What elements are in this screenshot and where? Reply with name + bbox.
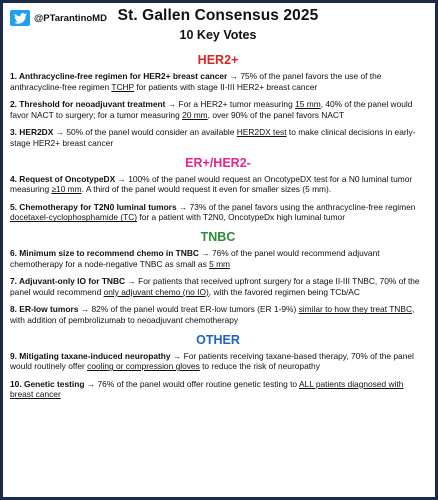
vote-5: 5. Chemotherapy for T2N0 luminal tumors → 73% of the panel favors using the anthracycline-free regimen docetaxel-cyclophosphamide (TC) for a patient with T2N0, OncotypeDx high luminal tumor — [10, 201, 416, 223]
arrow-icon: → — [86, 378, 98, 389]
vote-emphasis: 20 mm — [182, 109, 208, 120]
vote-10: 10. Genetic testing → 76% of the panel would offer routine genetic testing to ALL patients diagnosed with breast cancer — [10, 378, 404, 400]
vote-emphasis: only adjuvant chemo (no IO) — [103, 286, 209, 297]
arrow-icon: → — [55, 127, 67, 138]
vote-title: 3. HER2DX — [10, 127, 54, 138]
vote-title: 8. ER-low tumors — [10, 304, 79, 315]
arrow-icon: → — [127, 276, 139, 287]
page-subtitle: 10 Key Votes — [179, 28, 257, 42]
vote-emphasis: TCHP — [111, 81, 134, 92]
arrow-icon: → — [172, 350, 184, 361]
vote-8: 8. ER-low tumors → 82% of the panel would treat ER-low tumors (ER 1-9%) similar to how they treat TNBC, with addition of pembrolizumab to neoadjuvant chemotherapy — [10, 304, 415, 325]
vote-title: 1. Anthracycline-free regimen for HER2+ breast cancer — [10, 71, 228, 81]
vote-emphasis: cooling or compression gloves — [87, 361, 200, 372]
vote-9: 9. Mitigating taxane-induced neuropathy → For patients receiving taxane-based therapy, 70% of the panel would routinely offer cooling or compression gloves to reduce the risk of neuropathy — [10, 350, 414, 372]
vote-title: 10. Genetic testing — [10, 378, 85, 389]
vote-title: 7. Adjuvant-only IO for TNBC — [10, 276, 126, 287]
vote-3: 3. HER2DX → 50% of the panel would consider an available HER2DX test to make clinical decisions in early-stage HER2+ breast cancer — [10, 127, 416, 148]
vote-title: 9. Mitigating taxane-induced neuropathy — [10, 350, 171, 361]
vote-emphasis: ≥10 mm — [51, 184, 82, 195]
section-heading-tnbc: TNBC — [200, 229, 236, 244]
vote-emphasis: HER2DX test — [236, 127, 287, 138]
arrow-icon: → — [117, 173, 129, 184]
vote-6: 6. Minimum size to recommend chemo in TNBC → 76% of the panel would recommend adjuvant chemotherapy for a node-negative TNBC as small as 5 mm — [10, 247, 380, 269]
vote-2: 2. Threshold for neoadjuvant treatment → For a HER2+ tumor measuring 15 mm, 40% of the panel would favor NACT to surgery; for a tumor measuring 20 mm, over 90% of the panel favors NACT — [10, 99, 413, 120]
arrow-icon: → — [80, 304, 92, 315]
header — [10, 7, 426, 51]
section-heading-other: OTHER — [196, 332, 240, 347]
vote-title: 6. Minimum size to recommend chemo in TNBC — [10, 247, 199, 258]
vote-title: 5. Chemotherapy for T2N0 luminal tumors — [10, 201, 177, 212]
arrow-icon: → — [201, 247, 212, 258]
vote-emphasis: 15 mm — [295, 99, 321, 110]
vote-7: 7. Adjuvant-only IO for TNBC → For patients that received upfront surgery for a stage II-III TNBC, 70% of the panel would recommend only adjuvant chemo (no IO), with the favored regimen being TCb/AC — [10, 276, 420, 297]
vote-title: 4. Request of OncotypeDX — [10, 173, 116, 184]
vote-title: 2. Threshold for neoadjuvant treatment — [10, 99, 166, 110]
arrow-icon: → — [167, 99, 179, 110]
vote-4: 4. Request of OncotypeDX → 100% of the panel would request an OncotypeDX test for a N0 luminal tumor measuring ≥10 mm. A third of the panel would request it even for smaller sizes (5 mm). — [10, 173, 413, 195]
vote-emphasis: docetaxel-cyclophosphamide (TC) — [10, 212, 138, 223]
section-heading-er: ER+/HER2- — [185, 155, 251, 170]
page-title: St. Gallen Consensus 2025 — [117, 7, 319, 24]
vote-emphasis: 5 mm — [209, 258, 231, 269]
vote-1: 1. Anthracycline-free regimen for HER2+ breast cancer → 75% of the panel favors the use of the anthracycline-free regimen TCHP for patients with stage II-III HER2+ breast cancer — [10, 71, 382, 92]
vote-emphasis: similar to how they treat TNBC — [298, 304, 412, 315]
consensus-card — [3, 3, 435, 497]
arrow-icon: → — [178, 201, 190, 212]
handle-text: @PTarantinoMD — [34, 12, 107, 24]
section-heading-her2: HER2+ — [197, 53, 239, 67]
arrow-icon: → — [229, 71, 241, 81]
vote-emphasis: ALL patients diagnosed with breast cancer — [10, 378, 404, 400]
